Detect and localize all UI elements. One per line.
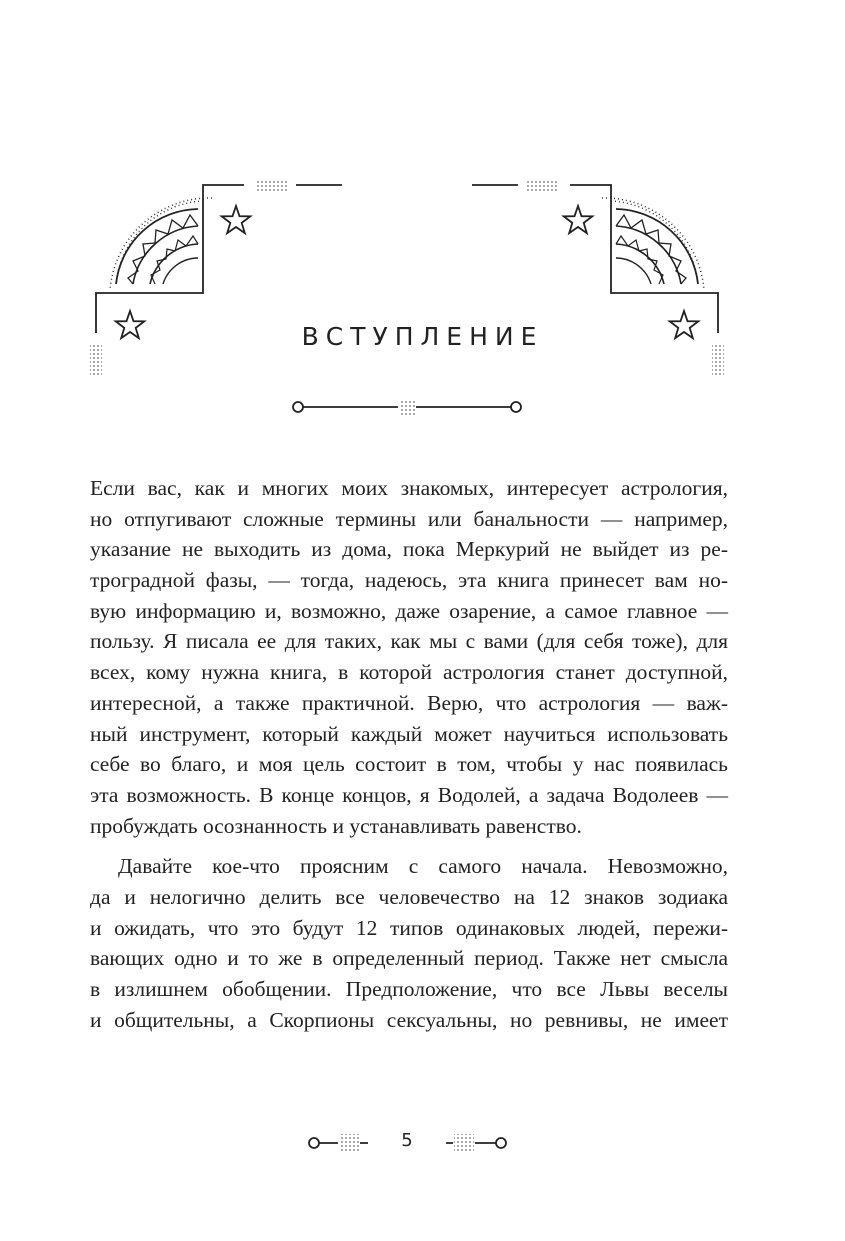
page-number: 5 [401,1130,413,1151]
paragraph-2 [90,851,728,1035]
text-line: пробуждать осознанность и устанавливать равенство. [90,813,582,838]
text-line: троградной фазы, — тогда, надеюсь, эта книга принесет вам но- [90,568,728,593]
body-text [90,473,728,1035]
text-line: Если вас, как и многих моих знакомых, интересует астрология, [90,476,728,500]
text-line: указание не выходить из дома, пока Меркурий не выйдет из ре- [90,537,728,562]
title-divider [293,398,521,416]
text-line: эта возможность. В конце концов, я Водолей, а задача Водолеев — [90,782,728,807]
text-line: ный инструмент, который каждый может научиться использовать [90,721,728,746]
text-line: пользу. Я писала ее для таких, как мы с вами (для себя тоже), для [90,629,728,654]
text-line: себе во благо, и моя цель состоит в том, чтобы у нас появилась [90,752,728,777]
chapter-title: ВСТУПЛЕНИЕ [301,322,544,351]
text-line: но отпугивают сложные термины или банальности — например, [90,506,728,531]
text-line: всех, кому нужна книга, в которой астрология станет доступной, [90,660,728,685]
text-line: и общительны, а Скорпионы сексуальны, но ревнивы, не имеет [90,1007,728,1032]
text-line: да и нелогично делить все человечество на 12 знаков зодиака [90,884,728,909]
text-line: интересной, а также практичной. Верю, что астрология — важ- [90,690,728,715]
text-line: вающих одно и то же в определенный период. Также нет смысла [90,946,728,971]
text-line: Давайте кое-что проясним с самого начала. Невозможно, [118,854,728,879]
text-line: и ожидать, что это будут 12 типов одинаковых людей, пережи- [90,915,728,940]
text-line: в излишнем обобщении. Предположение, что все Львы веселы [90,977,728,1001]
paragraph-1 [90,473,728,841]
text-line: вую информацию и, возможно, даже озарение, а самое главное — [90,598,728,623]
